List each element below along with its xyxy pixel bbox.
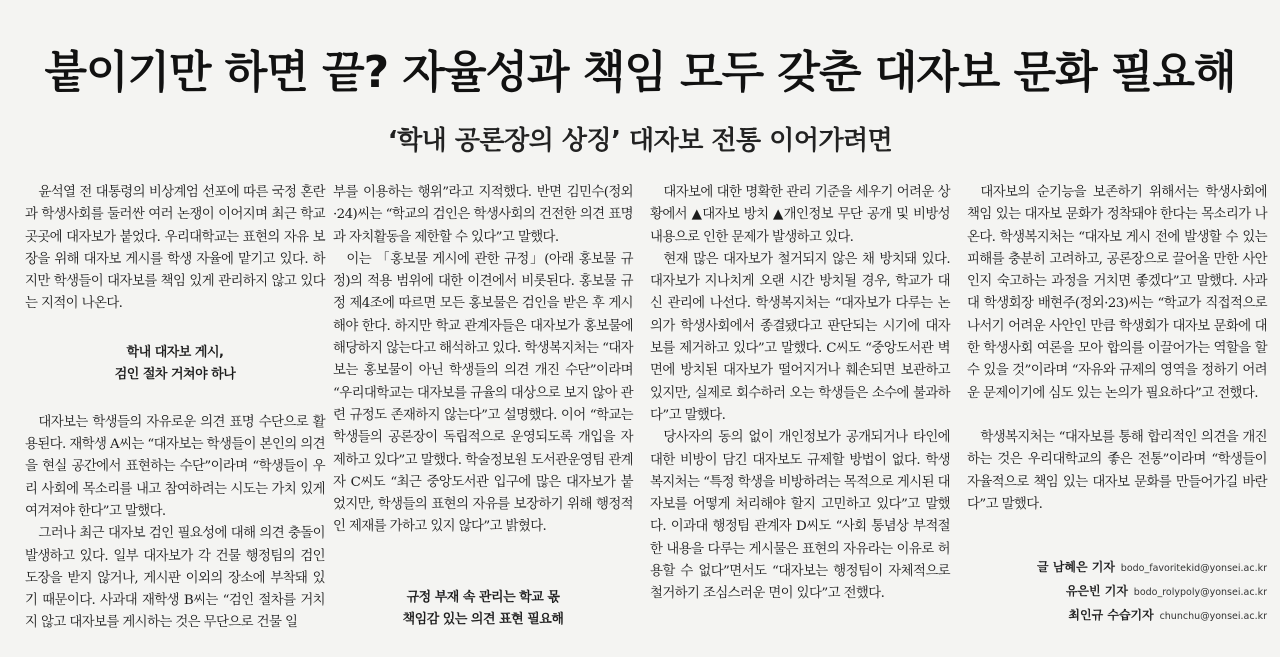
section-heading-line: 학내 대자보 게시, <box>126 344 224 360</box>
byline <box>967 556 1267 580</box>
paragraph: 그러나 최근 대자보 검인 필요성에 대해 의견 충돌이 발생하고 있다. 일부 대자보가 각 건물 행정팀의 검인 도장을 받지 않거나, 게시판 이외의 장소에 부착돼 있기 때문이다. 사과대 재학생 B씨는 “검인 절차를 거치지 않고 대자보를 게시하는 것은 무단으로 건물 일 <box>25 526 325 631</box>
paragraph: 현재 많은 대자보가 철거되지 않은 채 방치돼 있다. 대자보가 지나치게 오랜 시간 방치될 경우, 학교가 대신 관리에 나선다. 학생복지처는 “대자보가 다루는 논의가 학생사회에서 종결됐다고 판단되는 시기에 대자보를 제거하고 있다”고 말했다. C씨도 “중앙도서관 벽면에 방치된 대자보가 떨어지거나 훼손되면 보관하고 있지만, 실제로 회수하러 오는 학생들은 소수에 불과하다”고 말했다. <box>650 251 950 423</box>
reporter-email: chunchu@yonsei.ac.kr <box>1159 611 1267 622</box>
article-headline: 붙이기만 하면 끝? 자율성과 책임 모두 갖춘 대자보 문화 필요해 <box>44 47 1236 98</box>
section-heading-line: 검인 절차 거쳐야 하나 <box>114 366 236 382</box>
reporter-name: 글 남혜은 기자 <box>1037 560 1115 574</box>
section-heading <box>333 587 633 631</box>
article-column-4 <box>967 182 1267 516</box>
reporter-email: bodo_favoritekid@yonsei.ac.kr <box>1120 563 1267 574</box>
paragraph: 대자보에 대한 명확한 관리 기준을 세우기 어려운 상황에서 ▲대자보 방치 ▲개인정보 무단 공개 및 비방성 내용으로 인한 문제가 발생하고 있다. <box>650 185 950 245</box>
reporter-name: 유은빈 기자 <box>1065 584 1128 598</box>
article-column-1 <box>25 182 325 635</box>
section-heading-line: 규정 부재 속 관리는 학교 몫 <box>406 589 560 605</box>
paragraph: 학생복지처는 “대자보를 통해 합리적인 의견을 개진하는 것은 우리대학교의 좋은 전통”이라며 “학생들이 자율적으로 책임 있는 대자보 문화를 만들어가길 바란다”고 말했다. <box>967 429 1267 512</box>
section-heading-line: 책임감 있는 의견 표현 필요해 <box>402 611 564 627</box>
paragraph: 대자보는 학생들의 자유로운 의견 표명 수단으로 활용된다. 재학생 A씨는 “대자보는 학생들이 본인의 의견을 현실 공간에서 표현하는 수단”이라며 “학생들이 우리 사회에 목소리를 내고 참여하려는 시도는 가치 있게 여겨져야 한다”고 말했다. <box>25 414 325 519</box>
article-column-3 <box>650 182 950 606</box>
byline-block <box>967 556 1267 628</box>
section-heading <box>25 342 325 386</box>
reporter-email: bodo_rolypoly@yonsei.ac.kr <box>1133 587 1267 598</box>
article-subheadline: ‘학내 공론장의 상징’ 대자보 전통 이어가려면 <box>387 126 893 156</box>
article-column-2 <box>333 182 633 657</box>
paragraph: 부를 이용하는 행위”라고 지적했다. 반면 김민수(정외·24)씨는 “학교의 검인은 학생사회의 건전한 의견 표명과 자치활동을 제한할 수 있다”고 말했다. <box>333 185 633 245</box>
byline <box>967 604 1267 628</box>
reporter-name: 최인규 수습기자 <box>1068 608 1154 622</box>
byline <box>967 580 1267 604</box>
paragraph: 윤석열 전 대통령의 비상계엄 선포에 따른 국정 혼란과 학생사회를 둘러싼 여러 논쟁이 이어지며 최근 학교 곳곳에 대자보가 붙었다. 우리대학교는 표현의 자유 보장을 위해 대자보 게시를 학생 자율에 맡기고 있다. 하지만 학생들이 대자보를 책임 있게 관리하지 않고 있다는 지적이 나온다. <box>25 185 325 312</box>
paragraph: 대자보의 순기능을 보존하기 위해서는 학생사회에 책임 있는 대자보 문화가 정착돼야 한다는 목소리가 나온다. 학생복지처는 “대자보 게시 전에 발생할 수 있는 피해를 충분히 고려하고, 공론장으로 끌어올 만한 사안인지 숙고하는 과정을 거치면 좋겠다”고 말했다. 사과대 학생회장 배현주(정외·23)씨는 “학교가 직접적으로 나서기 어려운 사안인 만큼 학생회가 대자보 문화에 대한 학생사회 여론을 모아 합의를 이끌어가는 역할을 할 수 있을 것”이라며 “자유와 규제의 영역을 정하기 어려운 문제이기에 심도 있는 논의가 필요하다”고 전했다. <box>967 185 1267 401</box>
paragraph: 당사자의 동의 없이 개인정보가 공개되거나 타인에 대한 비방이 담긴 대자보도 규제할 방법이 없다. 학생복지처는 “특정 학생을 비방하려는 목적으로 게시된 대자보를 어떻게 처리해야 할지 고민하고 있다”고 말했다. 이과대 행정팀 관계자 D씨도 “사회 통념상 부적절한 내용을 다루는 게시물은 표현의 자유라는 이유로 허용할 수 없다”면서도 “대자보는 행정팀이 자체적으로 철거하기 조심스러운 면이 있다”고 전했다. <box>650 430 950 602</box>
paragraph: 이는 「홍보물 게시에 관한 규정」(아래 홍보물 규정)의 적용 범위에 대한 이견에서 비롯된다. 홍보물 규정 제4조에 따르면 모든 홍보물은 검인을 받은 후 게시해야 한다. 하지만 학교 관계자들은 대자보가 홍보물에 해당하지 않는다고 해석하고 있다. 학생복지처는 “대자보는 홍보물이 아닌 학생들의 의견 개진 수단”이라며 “우리대학교는 대자보를 규율의 대상으로 보지 않아 관련 규정도 존재하지 않는다”고 설명했다. 이어 “학교는 학생들의 공론장이 독립적으로 운영되도록 개입을 자제하고 있다”고 말했다. 학술정보원 도서관운영팀 관계자 C씨도 “최근 중앙도서관 입구에 많은 대자보가 붙었지만, 학생들의 표현의 자유를 보장하기 위해 행정적인 제재를 가하고 있지 않다”고 밝혔다. <box>333 251 633 535</box>
